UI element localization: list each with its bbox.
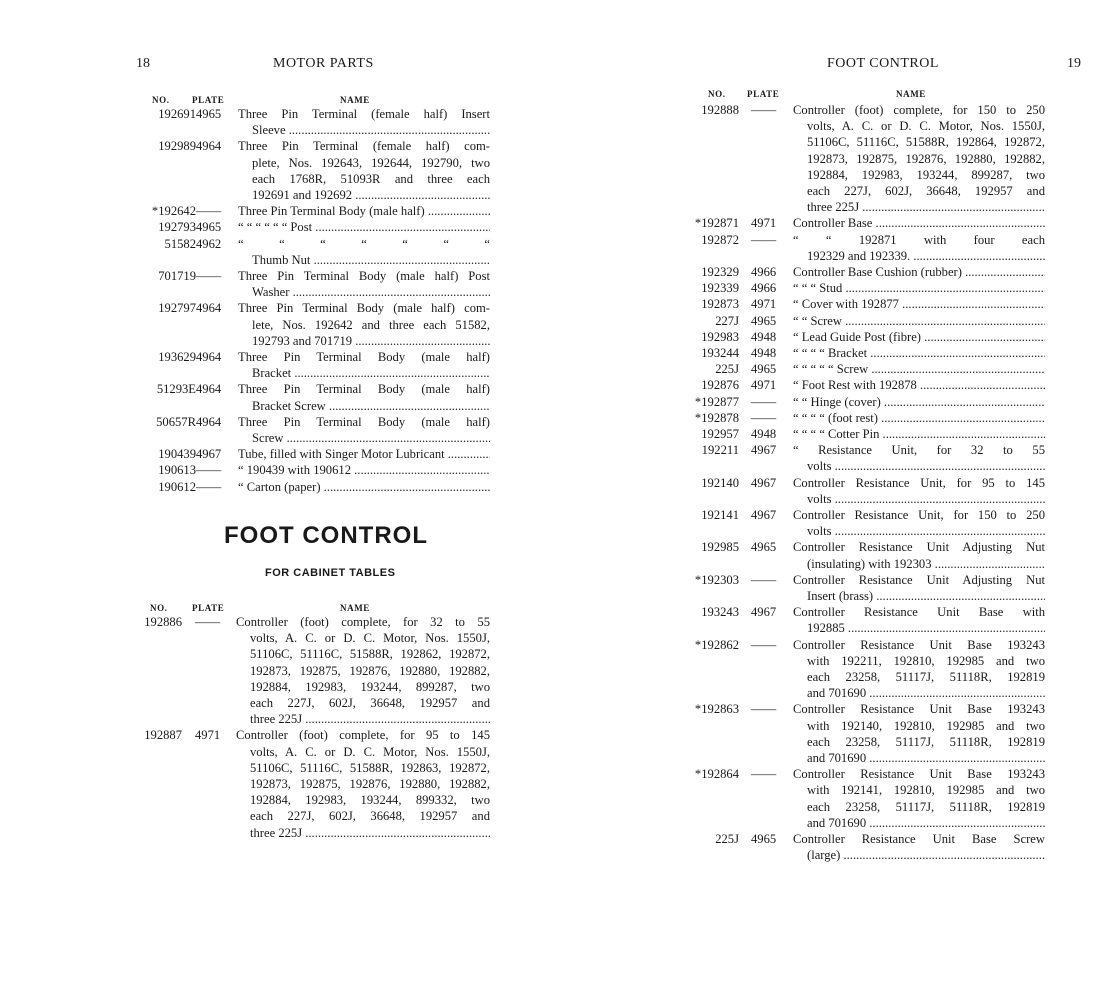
- page-number: 19: [1067, 56, 1081, 71]
- plate-number: 4965: [196, 220, 222, 235]
- column-header-no: NO.: [152, 95, 170, 105]
- description-line: Three Pin Terminal Body (male half): [238, 414, 490, 429]
- description-line: Insert (brass) .....: [793, 588, 1045, 604]
- part-number: 192886: [144, 615, 182, 629]
- part-number: 192872: [701, 232, 739, 247]
- plate-number: ——: [196, 204, 222, 219]
- part-description: [238, 236, 490, 268]
- plate-number: 4967: [751, 475, 777, 490]
- description-line: 192793 and 701719 .....: [238, 333, 490, 349]
- description-line: “ “ “ Stud .....: [793, 280, 1045, 296]
- description-line: Controller Resistance Unit Adjusting Nut: [793, 572, 1045, 587]
- part-number: 50657R: [156, 414, 196, 429]
- description-line: “ “ 192871 with four each: [793, 232, 1045, 247]
- description-line: Controller Resistance Unit Base 193243: [793, 637, 1045, 652]
- description-line: “ “ “ “ (foot rest) .....: [793, 410, 1045, 426]
- plate-number: 4966: [751, 281, 777, 296]
- plate-number: 4967: [751, 508, 777, 522]
- part-description: [793, 394, 1045, 410]
- description-line: 51106C, 51116C, 51588R, 192864, 192872,: [807, 135, 1045, 150]
- section-subtitle: FOR CABINET TABLES: [265, 567, 396, 579]
- part-number: 190439: [158, 447, 196, 462]
- plate-number: ——: [196, 269, 222, 283]
- description-line: and 701690 .....: [793, 750, 1045, 766]
- part-number: *192303: [694, 572, 739, 587]
- description-line: with 192141, 192810, 192985 and two: [807, 783, 1045, 798]
- part-description: [238, 462, 490, 478]
- part-description: [793, 361, 1045, 377]
- part-description: [793, 329, 1045, 345]
- plate-number: ——: [196, 463, 222, 478]
- part-description: [793, 264, 1045, 280]
- description-line: 192873, 192875, 192876, 192880, 192882,: [807, 151, 1045, 166]
- description-line: three 225J .....: [236, 825, 490, 841]
- column-header-name: NAME: [340, 603, 370, 613]
- description-line: “ Resistance Unit, for 32 to 55: [793, 443, 1045, 458]
- part-description: [236, 727, 490, 840]
- description-line: Three Pin Terminal (female half) com-: [238, 139, 490, 154]
- plate-number: 4965: [751, 540, 777, 555]
- column-header-no: NO.: [708, 89, 726, 99]
- description-line: Tube, filled with Singer Motor Lubricant .....: [238, 446, 490, 462]
- plate-number: 4967: [751, 443, 777, 458]
- description-line: volts, A. C. or D. C. Motor, Nos. 1550J,: [807, 119, 1045, 134]
- description-line: with 192211, 192810, 192985 and two: [807, 653, 1045, 668]
- description-line: volts .....: [793, 491, 1045, 507]
- part-number: 51293E: [156, 382, 196, 397]
- description-line: volts, A. C. or D. C. Motor, Nos. 1550J,: [250, 631, 490, 646]
- part-description: [238, 219, 490, 235]
- description-line: Controller Resistance Unit, for 95 to 145: [793, 475, 1045, 490]
- description-line: Controller Resistance Unit Base with: [793, 605, 1045, 620]
- description-line: and 701690 .....: [793, 815, 1045, 831]
- plate-number: 4964: [196, 301, 222, 316]
- plate-number: 4948: [751, 329, 777, 344]
- part-number: 192989: [158, 139, 196, 154]
- part-number: 192985: [701, 540, 739, 555]
- description-line: Controller Resistance Unit Base 193243: [793, 767, 1045, 782]
- part-description: [793, 572, 1045, 604]
- plate-number: 4965: [751, 362, 777, 377]
- description-line: “ Carton (paper) .....: [238, 479, 490, 495]
- description-line: each 227J, 602J, 36648, 192957 and: [250, 696, 490, 711]
- description-line: Controller (foot) complete, for 150 to 250: [793, 103, 1045, 117]
- plate-number: ——: [195, 615, 221, 629]
- description-line: Three Pin Terminal (female half) Insert: [238, 107, 490, 121]
- part-number: 51582: [164, 236, 196, 251]
- part-description: [238, 414, 490, 446]
- description-line: Bracket Screw .....: [238, 398, 490, 414]
- description-line: (large) .....: [793, 847, 1045, 863]
- part-number: 193244: [701, 346, 739, 360]
- plate-number: 4971: [751, 216, 777, 231]
- part-description: [238, 106, 490, 138]
- column-header-plate: PLATE: [192, 603, 225, 613]
- plate-number: ——: [751, 572, 777, 587]
- part-description: [793, 232, 1045, 264]
- description-line: Washer .....: [238, 284, 490, 300]
- part-number: 227J: [715, 313, 739, 328]
- part-description: [793, 345, 1045, 361]
- part-number: 192797: [158, 301, 196, 316]
- part-description: [793, 296, 1045, 312]
- description-line: “ “ “ “ “ “ Post .....: [238, 219, 490, 235]
- column-header-plate: PLATE: [747, 89, 780, 99]
- part-number: 192873: [701, 297, 739, 312]
- description-line: 192884, 192983, 193244, 899287, two: [807, 167, 1045, 182]
- part-number: 225J: [715, 362, 739, 377]
- part-description: [793, 280, 1045, 296]
- description-line: “ “ “ “ Bracket .....: [793, 345, 1045, 361]
- plate-number: 4965: [751, 313, 777, 328]
- plate-number: ——: [751, 394, 777, 409]
- plate-number: ——: [751, 103, 777, 117]
- part-number: *192878: [694, 410, 739, 425]
- description-line: Three Pin Terminal Body (male half): [238, 382, 490, 397]
- part-description: [238, 349, 490, 381]
- description-line: “ Lead Guide Post (fibre) .....: [793, 329, 1045, 345]
- column-header-name: NAME: [896, 89, 926, 99]
- plate-number: ——: [751, 410, 777, 425]
- plate-number: ——: [751, 767, 777, 782]
- running-head: MOTOR PARTS: [273, 56, 374, 71]
- description-line: “ 190439 with 190612 .....: [238, 462, 490, 478]
- description-line: 51106C, 51116C, 51588R, 192862, 192872,: [250, 647, 490, 662]
- part-description: [793, 637, 1045, 702]
- part-number: *192862: [694, 637, 739, 652]
- description-line: “ “ “ “ Cotter Pin .....: [793, 426, 1045, 442]
- description-line: 192329 and 192339. .....: [793, 248, 1045, 264]
- description-line: and 701690 .....: [793, 685, 1045, 701]
- description-line: 192873, 192875, 192876, 192880, 192882,: [250, 777, 490, 791]
- description-line: Three Pin Terminal Body (male half) com-: [238, 301, 490, 316]
- part-description: [793, 313, 1045, 329]
- part-number: 192339: [701, 281, 739, 296]
- description-line: Bracket .....: [238, 365, 490, 381]
- part-description: [793, 426, 1045, 442]
- column-header-no: NO.: [150, 603, 168, 613]
- part-number: 192140: [701, 475, 739, 490]
- description-line: three 225J .....: [793, 199, 1045, 215]
- part-description: [238, 268, 490, 300]
- part-number: 193629: [158, 350, 196, 364]
- description-line: Three Pin Terminal Body (male half) Post: [238, 269, 490, 283]
- plate-number: ——: [751, 232, 777, 247]
- plate-number: 4971: [751, 378, 777, 393]
- plate-number: 4964: [196, 139, 222, 154]
- description-line: Controller Resistance Unit Adjusting Nut: [793, 540, 1045, 555]
- part-description: [793, 410, 1045, 426]
- description-line: Controller Resistance Unit, for 150 to 250: [793, 508, 1045, 522]
- plate-number: 4971: [751, 297, 777, 312]
- part-description: [793, 215, 1045, 231]
- part-description: [793, 539, 1045, 571]
- description-line: Three Pin Terminal Body (male half): [238, 350, 490, 364]
- part-description: [793, 507, 1045, 539]
- part-description: [793, 831, 1045, 863]
- plate-number: 4964: [196, 350, 222, 364]
- description-line: 192884, 192983, 193244, 899332, two: [250, 793, 490, 808]
- part-number: *192871: [694, 216, 739, 231]
- description-line: Controller Resistance Unit Base Screw: [793, 832, 1045, 846]
- part-number: 190612: [158, 479, 196, 494]
- plate-number: 4971: [195, 728, 221, 743]
- description-line: Screw .....: [238, 430, 490, 446]
- description-line: 192873, 192875, 192876, 192880, 192882,: [250, 663, 490, 678]
- column-header-plate: PLATE: [192, 95, 225, 105]
- description-line: Controller Base .....: [793, 215, 1045, 231]
- plate-number: 4948: [751, 346, 777, 360]
- description-line: (insulating) with 192303 .....: [793, 556, 1045, 572]
- plate-number: ——: [751, 637, 777, 652]
- description-line: plete, Nos. 192643, 192644, 192790, two: [252, 155, 490, 170]
- part-description: [238, 138, 490, 203]
- part-number: 193243: [701, 605, 739, 620]
- description-line: lete, Nos. 192642 and three each 51582,: [252, 317, 490, 332]
- part-description: [793, 377, 1045, 393]
- description-line: volts .....: [793, 523, 1045, 539]
- description-line: each 1768R, 51093R and three each: [252, 171, 490, 186]
- plate-number: 4964: [196, 414, 222, 429]
- part-description: [236, 614, 490, 727]
- description-line: 192885 .....: [793, 620, 1045, 636]
- plate-number: 4966: [751, 265, 777, 279]
- part-number: 192876: [701, 378, 739, 393]
- part-number: *192864: [694, 767, 739, 782]
- part-description: [793, 475, 1045, 507]
- part-number: 192691: [158, 107, 196, 121]
- description-line: Sleeve .....: [238, 122, 490, 138]
- description-line: Controller Base Cushion (rubber) .....: [793, 264, 1045, 280]
- description-line: each 23258, 51117J, 51118R, 192819: [807, 670, 1045, 684]
- part-number: 192329: [701, 265, 739, 279]
- plate-number: ——: [751, 702, 777, 717]
- part-number: 225J: [715, 832, 739, 846]
- section-title: FOOT CONTROL: [224, 522, 428, 549]
- part-number: 192888: [701, 103, 739, 117]
- description-line: each 23258, 51117J, 51118R, 192819: [807, 799, 1045, 814]
- description-line: with 192140, 192810, 192985 and two: [807, 718, 1045, 733]
- part-description: [793, 766, 1045, 831]
- description-line: volts, A. C. or D. C. Motor, Nos. 1550J,: [250, 744, 490, 759]
- part-number: *192877: [694, 394, 739, 409]
- plate-number: 4965: [751, 832, 777, 846]
- description-line: “ Foot Rest with 192878 .....: [793, 377, 1045, 393]
- description-line: Controller Resistance Unit Base 193243: [793, 702, 1045, 717]
- description-line: each 23258, 51117J, 51118R, 192819: [807, 734, 1045, 749]
- part-description: [238, 381, 490, 413]
- plate-number: 4964: [196, 382, 222, 397]
- part-description: [238, 203, 490, 219]
- part-description: [793, 102, 1045, 215]
- part-description: [238, 446, 490, 462]
- description-line: 192691 and 192692 .....: [238, 187, 490, 203]
- part-description: [793, 701, 1045, 766]
- description-line: “ “ Screw .....: [793, 313, 1045, 329]
- column-header-name: NAME: [340, 95, 370, 105]
- description-line: 51106C, 51116C, 51588R, 192863, 192872,: [250, 760, 490, 775]
- part-number: 192141: [701, 508, 739, 522]
- plate-number: 4965: [196, 107, 222, 121]
- description-line: 192884, 192983, 193244, 899287, two: [250, 679, 490, 694]
- part-number: 192887: [144, 728, 182, 743]
- description-line: “ “ “ “ “ Screw .....: [793, 361, 1045, 377]
- part-number: 192793: [158, 220, 196, 235]
- description-line: Three Pin Terminal Body (male half) .....: [238, 203, 490, 219]
- right-page: [559, 0, 1118, 997]
- plate-number: 4967: [751, 605, 777, 620]
- part-description: [238, 300, 490, 349]
- description-line: “ “ Hinge (cover) .....: [793, 394, 1045, 410]
- plate-number: 4967: [196, 447, 222, 462]
- description-line: Controller (foot) complete, for 95 to 145: [236, 728, 490, 743]
- plate-number: ——: [196, 479, 222, 494]
- part-number: 190613: [158, 463, 196, 478]
- part-description: [793, 604, 1045, 636]
- part-number: 192983: [701, 329, 739, 344]
- description-line: volts .....: [793, 458, 1045, 474]
- part-number: *192642: [151, 204, 196, 219]
- description-line: Controller (foot) complete, for 32 to 55: [236, 615, 490, 629]
- page-number: 18: [136, 56, 150, 71]
- description-line: “ “ “ “ “ “ “: [238, 236, 490, 251]
- part-number: 701719: [158, 269, 196, 283]
- part-description: [238, 479, 490, 495]
- description-line: “ Cover with 192877 .....: [793, 296, 1045, 312]
- part-description: [793, 442, 1045, 474]
- plate-number: 4962: [196, 236, 222, 251]
- part-number: 192211: [701, 443, 739, 458]
- description-line: Thumb Nut .....: [238, 252, 490, 268]
- description-line: each 227J, 602J, 36648, 192957 and: [807, 184, 1045, 199]
- part-number: 192957: [701, 427, 739, 441]
- plate-number: 4948: [751, 427, 777, 441]
- description-line: three 225J .....: [236, 711, 490, 727]
- description-line: each 227J, 602J, 36648, 192957 and: [250, 809, 490, 824]
- part-number: *192863: [694, 702, 739, 717]
- running-head: FOOT CONTROL: [827, 56, 939, 71]
